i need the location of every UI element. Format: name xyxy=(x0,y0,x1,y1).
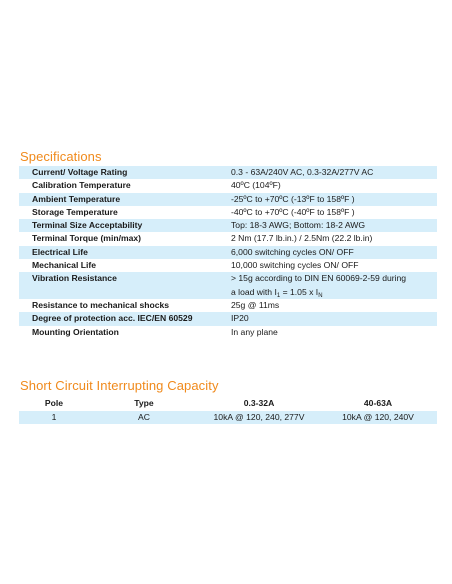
spec-value-line-2 xyxy=(231,286,437,299)
formula-subscript-n: N xyxy=(318,292,323,299)
spec-label: Terminal Torque (min/max) xyxy=(32,233,142,244)
spec-row-mechanical-shocks xyxy=(19,299,437,312)
specifications-title: Specifications xyxy=(20,149,102,164)
formula-middle: = 1.05 x I xyxy=(280,286,319,297)
spec-label: Degree of protection acc. IEC/EN 60529 xyxy=(32,313,193,324)
spec-value: Top: 18-3 AWG; Bottom: 18-2 AWG xyxy=(231,220,366,231)
spec-label: Resistance to mechanical shocks xyxy=(32,299,170,310)
spec-row-mounting-orientation xyxy=(19,326,437,339)
spec-label: Terminal Size Acceptability xyxy=(32,220,143,231)
spec-value: 0.3 - 63A/240V AC, 0.3-32A/277V AC xyxy=(231,167,374,177)
spec-row-vibration-resistance xyxy=(19,272,437,299)
cell-pole: 1 xyxy=(51,411,57,422)
spec-row-calibration-temperature xyxy=(19,179,437,192)
spec-label: Storage Temperature xyxy=(32,206,118,217)
spec-row-terminal-torque xyxy=(19,232,437,245)
short-circuit-title: Short Circuit Interrupting Capacity xyxy=(20,378,219,393)
spec-label: Electrical Life xyxy=(32,246,88,257)
spec-value: -25ºC to +70ºC (-13ºF to 158ºF ) xyxy=(231,193,355,204)
spec-value: -40ºC to +70ºC (-40ºF to 158ºF ) xyxy=(231,206,355,217)
spec-value: IP20 xyxy=(231,313,249,324)
spec-label: Ambient Temperature xyxy=(32,193,121,204)
header-pole: Pole xyxy=(44,398,64,408)
spec-value-line-1: > 15g according to DIN EN 60069-2-59 during xyxy=(231,273,407,284)
header-rating-low: 0.3-32A xyxy=(243,398,275,408)
spec-row-terminal-size xyxy=(19,219,437,232)
spec-value: 25g @ 11ms xyxy=(231,299,280,310)
spec-value: 10,000 switching cycles ON/ OFF xyxy=(231,260,359,271)
spec-label: Mounting Orientation xyxy=(32,326,119,337)
spec-label: Mechanical Life xyxy=(32,260,96,271)
spec-value: 6,000 switching cycles ON/ OFF xyxy=(231,246,354,257)
spec-row-current-voltage xyxy=(19,166,437,179)
header-rating-high: 40-63A xyxy=(363,398,393,408)
spec-label: Vibration Resistance xyxy=(32,273,117,284)
formula-subscript-1: 1 xyxy=(276,292,281,299)
spec-value: 40ºC (104ºF) xyxy=(231,180,281,191)
table-header-row xyxy=(19,397,437,411)
specifications-table xyxy=(19,166,437,339)
cell-type: AC xyxy=(138,411,150,422)
spec-value: In any plane xyxy=(231,326,278,337)
spec-row-ambient-temperature xyxy=(19,193,437,206)
spec-row-storage-temperature xyxy=(19,206,437,219)
spec-label: Current/ Voltage Rating xyxy=(32,167,128,177)
header-type: Type xyxy=(134,398,154,408)
short-circuit-table xyxy=(19,397,437,424)
table-row xyxy=(19,411,437,425)
spec-label: Calibration Temperature xyxy=(32,180,131,191)
spec-value: 2 Nm (17.7 lb.in.) / 2.5Nm (22.2 lb.in) xyxy=(231,233,373,244)
spec-row-degree-of-protection xyxy=(19,312,437,325)
spec-value xyxy=(215,272,437,299)
cell-rating-low: 10kA @ 120, 240, 277V xyxy=(213,411,305,422)
formula-prefix: a load with I xyxy=(231,286,277,297)
spec-row-mechanical-life xyxy=(19,259,437,272)
spec-row-electrical-life xyxy=(19,246,437,259)
cell-rating-high: 10kA @ 120, 240V xyxy=(342,411,414,422)
